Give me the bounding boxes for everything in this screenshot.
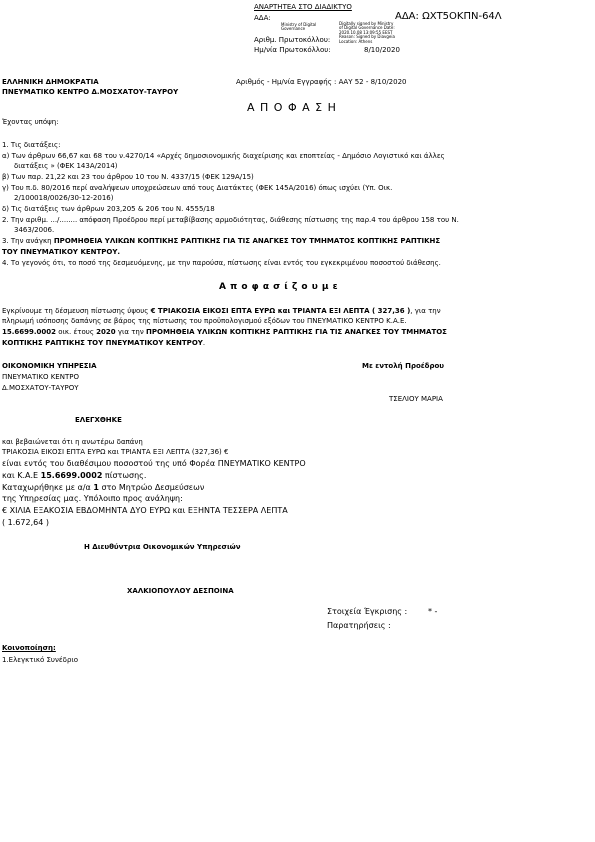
ada-value: ΑΔΑ: ΩΧΤ5ΟΚΠΝ-64Λ (395, 11, 502, 22)
protocol-number-label: Αριθμ. Πρωτοκόλλου: (254, 36, 331, 44)
finance-service-heading: ΟΙΚΟΝΟΜΙΚΗ ΥΠΗΡΕΣΙΑ (2, 362, 97, 370)
decision-line4 (2, 339, 205, 348)
provision-3-line2: ΤΟΥ ΠΝΕΥΜΑΤΙΚΟΥ ΚΕΝΤΡΟΥ. (2, 248, 121, 256)
organization-heading: ΠΝΕΥΜΑΤΙΚΟ ΚΕΝΤΡΟ Δ.ΜΟΣΧΑΤΟΥ-ΤΑΥΡΟΥ (2, 88, 179, 96)
remarks-label: Παρατηρήσεις : (327, 621, 391, 630)
check-line8: ( 1.672,64 ) (2, 518, 49, 527)
provision-1c-line2: 2/100018/0026/30-12-2016) (14, 194, 114, 202)
ada-label: ΑΔΑ: (254, 14, 271, 22)
registry-label: Καταχωρήθηκε με α/α (2, 483, 94, 492)
digital-signature-issuer: Ministry of Digital Governance (281, 22, 317, 32)
decision-prefix: Εγκρίνουμε τη δέσμευση πίστωσης ύψους (2, 307, 151, 315)
check-line3: είναι εντός του διαθέσιμου ποσοστού της υπό Φορέα ΠΝΕΥΜΑΤΙΚΟ ΚΕΝΤΡΟ (2, 459, 306, 468)
provision-4: 4. Το γεγονός ότι, το ποσό της δεσμευόμενης, με την παρούσα, πίστωσης είναι εντός του εγκεκριμένου ποσοστού διάθεσης. (2, 259, 441, 267)
check-line7: € ΧΙΛΙΑ ΕΞΑΚΟΣΙΑ ΕΒΔΟΜΗΝΤΑ ΔΥΟ ΕΥΡΩ και ΕΞΗΝΤΑ ΤΕΣΣΕΡΑ ΛΕΠΤΑ (2, 506, 288, 515)
provision-1c-line1: γ) Του π.δ. 80/2016 περί αναλήψεων υποχρεώσεων από τους Διατάκτες (ΦΕΚ 145Α/2016) όπως ισχύει (Υπ. Οικ. (2, 184, 393, 192)
decision-year-label: οικ. έτους (56, 328, 97, 336)
provision-2-line1: 2. Την αριθμ. .../........ απόφαση Προέδρου περί μεταβίβασης αρμοδιότητας, διάθεσης πίστωσης της παρ.4 του άρθρου 158 του Ν. (2, 216, 459, 224)
decide-title: Α π ο φ α σ ί ζ ο υ μ ε (219, 282, 339, 292)
check-kae-label: και Κ.Α.Ε (2, 471, 41, 480)
provision-2-line2: 3463/2006. (14, 226, 55, 234)
distribution-item-1: 1.Ελεγκτικό Συνέδριο (2, 656, 79, 664)
republic-heading: ΕΛΛΗΝΙΚΗ ΔΗΜΟΚΡΑΤΙΑ (2, 78, 99, 86)
decision-subject-part1: ΠΡΟΜΗΘΕΙΑ ΥΛΙΚΩΝ ΚΟΠΤΙΚΗΣ ΡΑΠΤΙΚΗΣ ΓΙΑ ΤΙΣ ΑΝΑΓΚΕΣ ΤΟΥ ΤΜΗΜΑΤΟΣ (146, 328, 447, 336)
provision-3-line1 (2, 237, 440, 246)
provision-3-subject: ΠΡΟΜΗΘΕΙΑ ΥΛΙΚΩΝ ΚΟΠΤΙΚΗΣ ΡΑΠΤΙΚΗΣ ΓΙΑ ΤΙΣ ΑΝΑΓΚΕΣ ΤΟΥ ΤΜΗΜΑΤΟΣ ΚΟΠΤΙΚΗΣ ΡΑΠΤΙΚΗΣ (53, 237, 441, 245)
by-order-of-president: Με εντολή Προέδρου (362, 362, 445, 370)
considering-label: Έχοντας υπόψη: (2, 118, 59, 126)
approval-value: * - (428, 607, 438, 616)
signer-name: ΤΣΕΛΙΟΥ ΜΑΡΙΑ (389, 395, 443, 403)
decision-line3 (2, 328, 447, 337)
director-name: ΧΑΛΚΙΟΠΟΥΛΟΥ ΔΕΣΠΟΙΝΑ (127, 587, 234, 595)
registry-suffix: στο Μητρώο Δεσμεύσεων (98, 483, 205, 492)
provision-1d: δ) Τις διατάξεις των άρθρων 203,205 & 206 του Ν. 4555/18 (2, 205, 215, 213)
check-line5 (2, 483, 204, 493)
provision-1a-line1: α) Των άρθρων 66,67 και 68 του ν.4270/14 «Αρχές δημοσιονομικής διαχείρισης και εποπτείας - Δημόσιο Λογιστικό και άλλες (2, 152, 445, 160)
finance-org-line1: ΠΝΕΥΜΑΤΙΚΟ ΚΕΝΤΡΟ (2, 373, 79, 381)
decision-line2: πληρωμή ισόποσης δαπάνης σε βάρος της πίστωσης του προϋπολογισμού εξόδων του ΠΝΕΥΜΑΤΙΚΟ ΚΕΝΤΡΟ Κ.Α.Ε. (2, 317, 407, 325)
provision-1a-line2: διατάξεις » (ΦΕΚ 143Α/2014) (14, 162, 118, 170)
protocol-date-value: 8/10/2020 (364, 46, 400, 54)
check-line2: ΤΡΙΑΚΟΣΙΑ ΕΙΚΟΣΙ ΕΠΤΑ ΕΥΡΩ και ΤΡΙΑΝΤΑ ΕΞΙ ΛΕΠΤΑ (327,36) € (2, 448, 229, 456)
decision-for-label: για την (115, 328, 147, 336)
provision-1b: β) Των παρ. 21,22 και 23 του άρθρου 10 του Ν. 4337/15 (ΦΕΚ 129Α/15) (2, 173, 254, 181)
decision-end: . (202, 339, 206, 347)
check-kae-suffix: πίστωσης. (102, 471, 147, 480)
check-line6: της Υπηρεσίας μας. Υπόλοιπο προς ανάληψη: (2, 494, 183, 503)
posted-online-label: ΑΝΑΡΤΗΤΕΑ ΣΤΟ ΔΙΑΔΙΚΤΥΟ (254, 3, 352, 11)
decision-year: 2020 (96, 328, 116, 336)
registry-number-value: 1 (93, 483, 99, 492)
decision-title: Α Π Ο Φ Α Σ Η (247, 101, 337, 114)
digital-signature-details: Digitally signed by Ministry of Digital Governance Date: 2020.10.08 13:09:55 EEST Reason: Signed by Diavgeia Location: Athens (339, 21, 395, 44)
protocol-date-label: Ημ/νία Πρωτοκόλλου: (254, 46, 331, 54)
finance-org-line2: Δ.ΜΟΣΧΑΤΟΥ-ΤΑΥΡΟΥ (2, 384, 79, 392)
decision-suffix: , για την (410, 307, 441, 315)
provision-1: 1. Τις διατάξεις: (2, 141, 61, 149)
decision-subject-part2: ΚΟΠΤΙΚΗΣ ΡΑΠΤΙΚΗΣ ΤΟΥ ΠΝΕΥΜΑΤΙΚΟΥ ΚΕΝΤΡΟΥ (2, 339, 203, 347)
decision-amount: € ΤΡΙΑΚΟΣΙΑ ΕΙΚΟΣΙ ΕΠΤΑ ΕΥΡΩ και ΤΡΙΑΝΤΑ ΕΞΙ ΛΕΠΤΑ ( 327,36 ) (150, 307, 411, 315)
decision-line1 (2, 307, 441, 316)
registry-number: Αριθμός - Ημ/νία Εγγραφής : ΑΑΥ 52 - 8/10/2020 (236, 78, 407, 86)
checked-heading: ΕΛΕΓΧΘΗΚΕ (75, 416, 122, 424)
approval-label: Στοιχεία Έγκρισης : (327, 607, 408, 616)
check-line1: και βεβαιώνεται ότι η ανωτέρω δαπάνη (2, 438, 143, 446)
check-kae-value: 15.6699.0002 (40, 471, 103, 480)
director-title: Η Διευθύντρια Οικονομικών Υπηρεσιών (84, 543, 241, 551)
distribution-heading: Κοινοποίηση: (2, 644, 56, 652)
check-line4 (2, 471, 146, 481)
decision-kae: 15.6699.0002 (2, 328, 57, 336)
provision-3-prefix: 3. Την ανάγκη (2, 237, 54, 245)
